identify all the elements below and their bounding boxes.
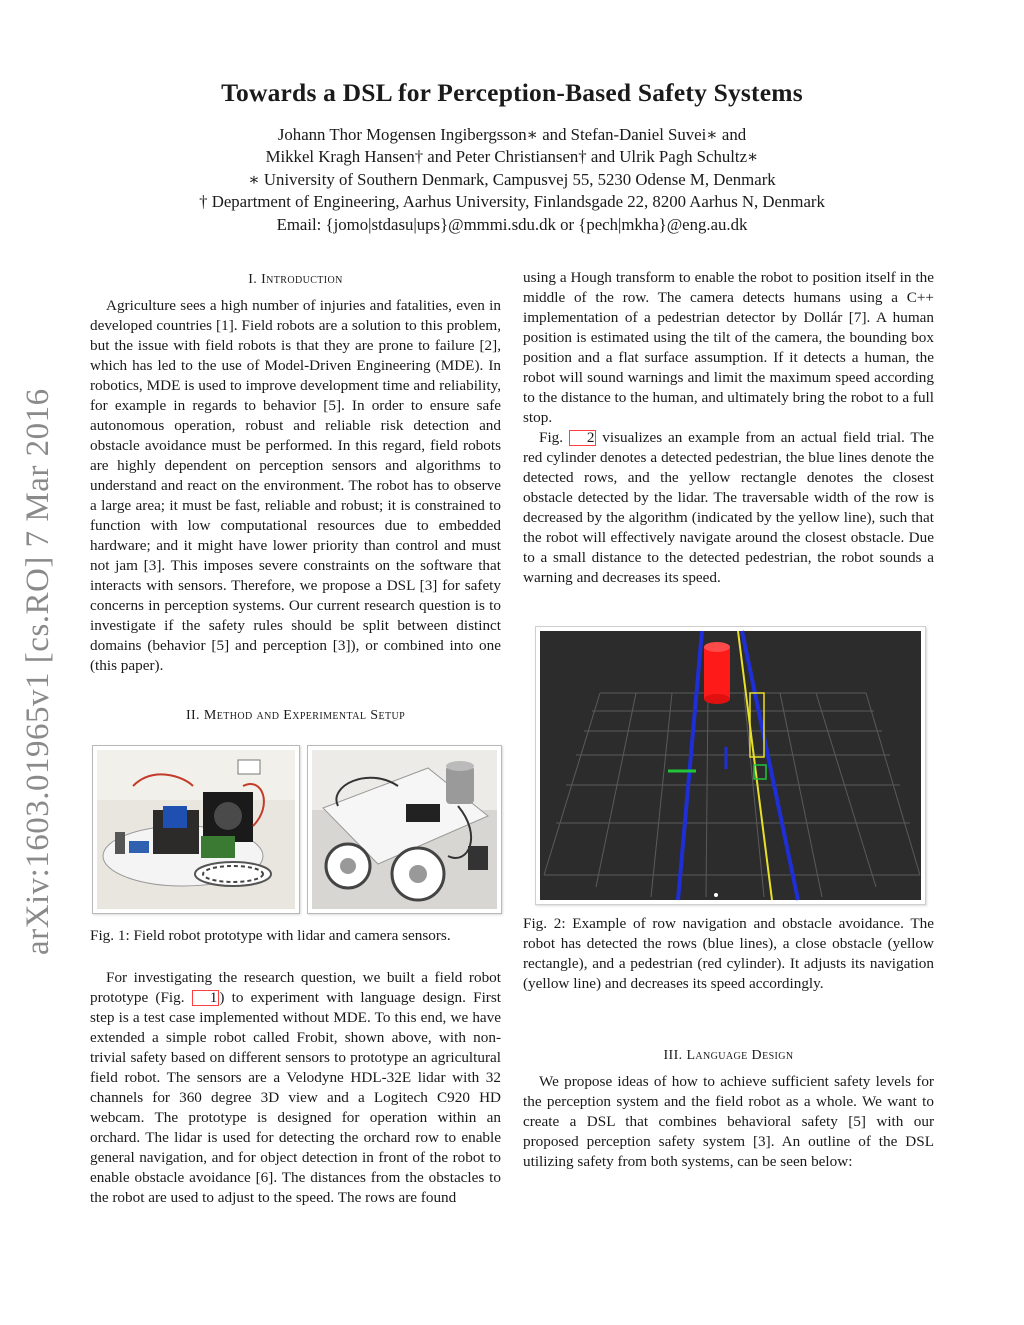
robot-photo-right-image bbox=[308, 746, 501, 913]
section-heading-method: II. Method and Experimental Setup bbox=[185, 708, 406, 723]
method-text-part-b: ) to experiment with language design. First step is a test case implemented without MDE. To this end, we have extended a simple robot called Frobit, shown above, with non-trivial safety based on different sensors to prototype an agricultural field robot. The sensors are a Velodyne HDL-32E lidar with 32 channels for 360 degree 3D view and a Logitech C920 HD webcam. The prototype is designed for operation within an orchard. The lidar is used for detecting the orchard row to enable general navigation, and for object detection in front of the robot to enable obstacle avoidance [6]. The distances from the obstacles to the robot are used to adjust to the speed. The rows are found bbox=[90, 989, 501, 1206]
author-line: Mikkel Kragh Hansen† and Peter Christiansen† and Ulrik Pagh Schultz∗ bbox=[265, 147, 759, 167]
section-heading-introduction: I. Introduction bbox=[248, 272, 343, 287]
row-navigation-render bbox=[536, 627, 925, 904]
paper-title: Towards a DSL for Perception-Based Safety Systems bbox=[221, 78, 803, 107]
method-text-part-a: For investigating the research question, we built a field robot prototype (Fig. bbox=[90, 969, 501, 1006]
robot-position-dot bbox=[714, 893, 718, 897]
figure-2-link[interactable]: 2 bbox=[569, 430, 597, 446]
author-line: Johann Thor Mogensen Ingibergsson∗ and Stefan-Daniel Suvei∗ and bbox=[277, 125, 747, 144]
language-design-paragraph: We propose ideas of how to achieve sufficient safety levels for the perception system and the field robot as a whole. We want to create a DSL that combines behavioral safety [5] with our proposed perception safety system [3]. An outline of the DSL utilizing safety from both systems, can be seen below: bbox=[523, 1073, 934, 1170]
method-continued-paragraph: using a Hough transform to enable the robot to position itself in the middle of the row. The camera detects humans using a C++ implementation of a pedestrian detector by Dollár [7]. A human position is estimated using the tilt of the camera, the bounding box position and a flat surface assumption. If it detects a human, the robot will sound warnings and limit the maximum speed according to the distance to the human, and ultimately bring the robot to a full stop. bbox=[523, 269, 934, 426]
right-column-text bbox=[523, 268, 934, 588]
section-heading-language-design: III. Language Design bbox=[663, 1048, 794, 1063]
robot-photo-left-image bbox=[93, 746, 299, 913]
author-block bbox=[0, 124, 1024, 236]
figure-1-link[interactable]: 1 bbox=[192, 990, 220, 1006]
figure-2-visualization bbox=[535, 626, 926, 905]
intro-section bbox=[90, 270, 501, 676]
affiliation-line: † Department of Engineering, Aarhus University, Finlandsgade 22, 8200 Aarhus N, Denmark bbox=[199, 192, 825, 212]
method-section bbox=[90, 968, 501, 1208]
figure-2-description bbox=[523, 428, 934, 588]
figure-1-photo-right bbox=[307, 745, 502, 914]
language-design-section bbox=[523, 1046, 934, 1172]
arxiv-identifier: arXiv:1603.01965v1 [cs.RO] 7 Mar 2016 bbox=[20, 388, 56, 955]
figure-1-photo-left bbox=[92, 745, 300, 914]
intro-paragraph: Agriculture sees a high number of injuries and fatalities, even in developed countries [1]. Field robots are a solution to this problem, but the issue with field robots is that they are prone to failure [2], which has led to the use of Model-Driven Engineering (MDE). In robotics, MDE is used to improve development time and reliability, for example in regards to behavior [5]. In order to ensure safe autonomous operation, robust and reliable risk detection and obstacle avoidance must be performed. In this regard, field robots are highly dependent on perception sensors and algorithms to understand and react on the environment. The robot has to observe a large area; it must be fast, reliable and robust; it is constrained to function with low computational resources due to embedded hardware; and it might have lower priority than control and must not jam [3]. This imposes severe constraints on the software that interacts with sensors. Therefore, we propose a DSL [3] for safety concerns in perception systems. Our current research question is to investigate if the safety rules should be split between distinct domains (behavior [5] and perception [3]), or combined into one (this paper). bbox=[90, 297, 501, 674]
fig2-text-part-a: Fig. bbox=[539, 429, 569, 446]
pedestrian-cylinder bbox=[704, 642, 730, 704]
email-line: Email: {jomo|stdasu|ups}@mmmi.sdu.dk or {pech|mkha}@eng.au.dk bbox=[276, 214, 748, 234]
figure-2-caption: Fig. 2: Example of row navigation and obstacle avoidance. The robot has detected the rows (blue lines), a close obstacle (yellow rectangle), and a pedestrian (red cylinder). It adjusts its navigation (yellow line) and decreases its speed accordingly. bbox=[523, 915, 934, 992]
method-heading-block bbox=[90, 706, 501, 726]
fig2-text-part-b: visualizes an example from an actual field trial. The red cylinder denotes a detected pedestrian, the blue lines denote the detected rows, and the yellow rectangle denotes the closest obstacle detected by the lidar. The traversable width of the row is decreased by the algorithm (indicated by the yellow line), such that the robot will effectively navigate around the closest obstacle. Due to a small distance to the detected pedestrian, the robot sounds a warning and decreases its speed. bbox=[523, 429, 934, 586]
render-background bbox=[540, 631, 921, 900]
figure-1-caption: Fig. 1: Field robot prototype with lidar and camera sensors. bbox=[90, 927, 451, 944]
affiliation-line: ∗ University of Southern Denmark, Campusvej 55, 5230 Odense M, Denmark bbox=[248, 169, 776, 189]
method-paragraph bbox=[90, 968, 501, 1208]
